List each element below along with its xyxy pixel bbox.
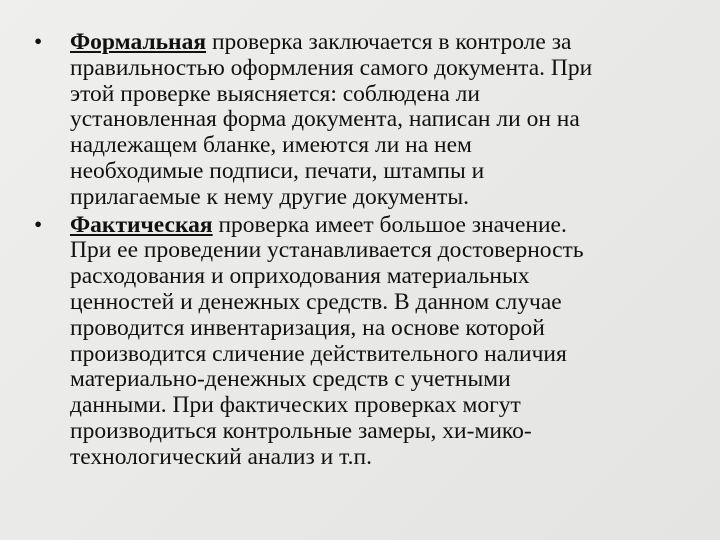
bullet-text: проверка заключается в контроле за (206, 29, 572, 55)
bullet-text: проверка имеет большое значение. (212, 211, 567, 238)
bullet-line: установленная форма документа, написан ли он на (70, 106, 580, 133)
bullet-line: этой проверке выясняется: соблюдена ли (70, 80, 480, 107)
bullet-line: производится сличение действительного наличия (70, 340, 567, 367)
bullet-line: правильностью оформления самого документа. При (70, 54, 593, 81)
term-factual: Фактическая (70, 211, 213, 238)
bullet-line: расходования и оприходования материальных (70, 263, 530, 290)
bullet-line: надлежащем бланке, имеются ли на нем (70, 132, 472, 159)
bullet-line: материально-денежных средств с учетными (70, 366, 511, 393)
bullet-line: необходимые подписи, печати, штампы и (70, 157, 485, 184)
bullet-line: прилагаемые к нему другие документы. (70, 183, 470, 210)
bullet-line: проводится инвентаризация, на основе которой (70, 314, 545, 341)
bullet-marker: • (34, 29, 43, 55)
bullet-marker: • (34, 211, 43, 238)
bullet-line: производиться контрольные замеры, хи-мико- (70, 417, 532, 444)
bullet-formal-check (34, 30, 684, 211)
bullet-factual-check (34, 213, 684, 471)
bullet-line: При ее проведении устанавливается достоверность (70, 237, 584, 264)
bullet-line (70, 213, 684, 239)
bullet-line: данными. При фактических проверках могут (70, 392, 521, 419)
bullet-line (70, 30, 684, 56)
bullet-line: ценностей и денежных средств. В данном случае (70, 288, 562, 315)
term-formal: Формальная (70, 29, 207, 55)
bullet-line: технологический анализ и т.п. (70, 443, 372, 470)
bullet-list (34, 30, 684, 473)
